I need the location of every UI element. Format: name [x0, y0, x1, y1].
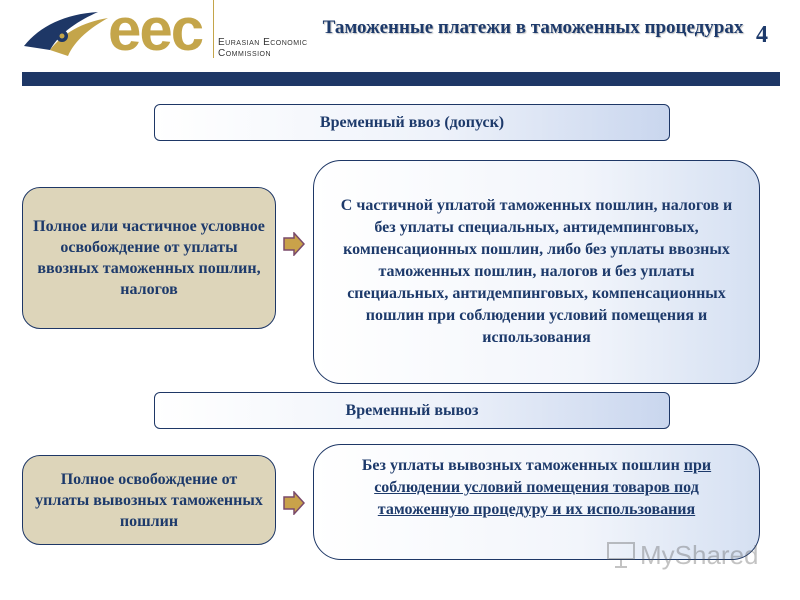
header-divider-bar: [22, 72, 780, 86]
org-name-line1: Eurasian Economic: [218, 37, 308, 48]
left-box-temporary-export: Полное освобождение от уплаты вывозных таможенных пошлин: [22, 455, 276, 545]
page-number: 4: [756, 22, 768, 48]
section-title-temporary-export: Временный вывоз: [154, 392, 670, 429]
watermark: [606, 538, 766, 574]
eec-emblem-icon: [20, 6, 110, 62]
org-name-line2: Commission: [218, 48, 272, 59]
right-box-temporary-import: С частичной уплатой таможенных пошлин, налогов и без уплаты специальных, антидемпинговых, компенсационных пошлин, либо без уплаты ввозных таможенных пошлин, налогов и без уплаты специальных, антидемпинговых, компенсационных пошлин при соблюдении условий помещения и использования: [313, 160, 760, 384]
eec-logo-text: eec: [108, 0, 203, 63]
arrow-right-icon: [283, 232, 305, 256]
arrow-right-icon: [283, 491, 305, 515]
page-title: Таможенные платежи в таможенных процедурах: [322, 17, 744, 38]
logo-separator: [213, 0, 214, 58]
section-title-temporary-import: Временный ввоз (допуск): [154, 104, 670, 141]
right-text-plain: Без уплаты вывозных таможенных пошлин: [361, 457, 680, 474]
right-text-underlined: при соблюдении условий помещения товаров под таможенную процедуру и их использования: [374, 457, 712, 518]
left-box-temporary-import: Полное или частичное условное освобождение от уплаты ввозных таможенных пошлин, налогов: [22, 187, 276, 329]
presentation-icon: [606, 540, 636, 570]
watermark-text: MyShared: [640, 540, 759, 570]
org-name: [218, 37, 308, 59]
